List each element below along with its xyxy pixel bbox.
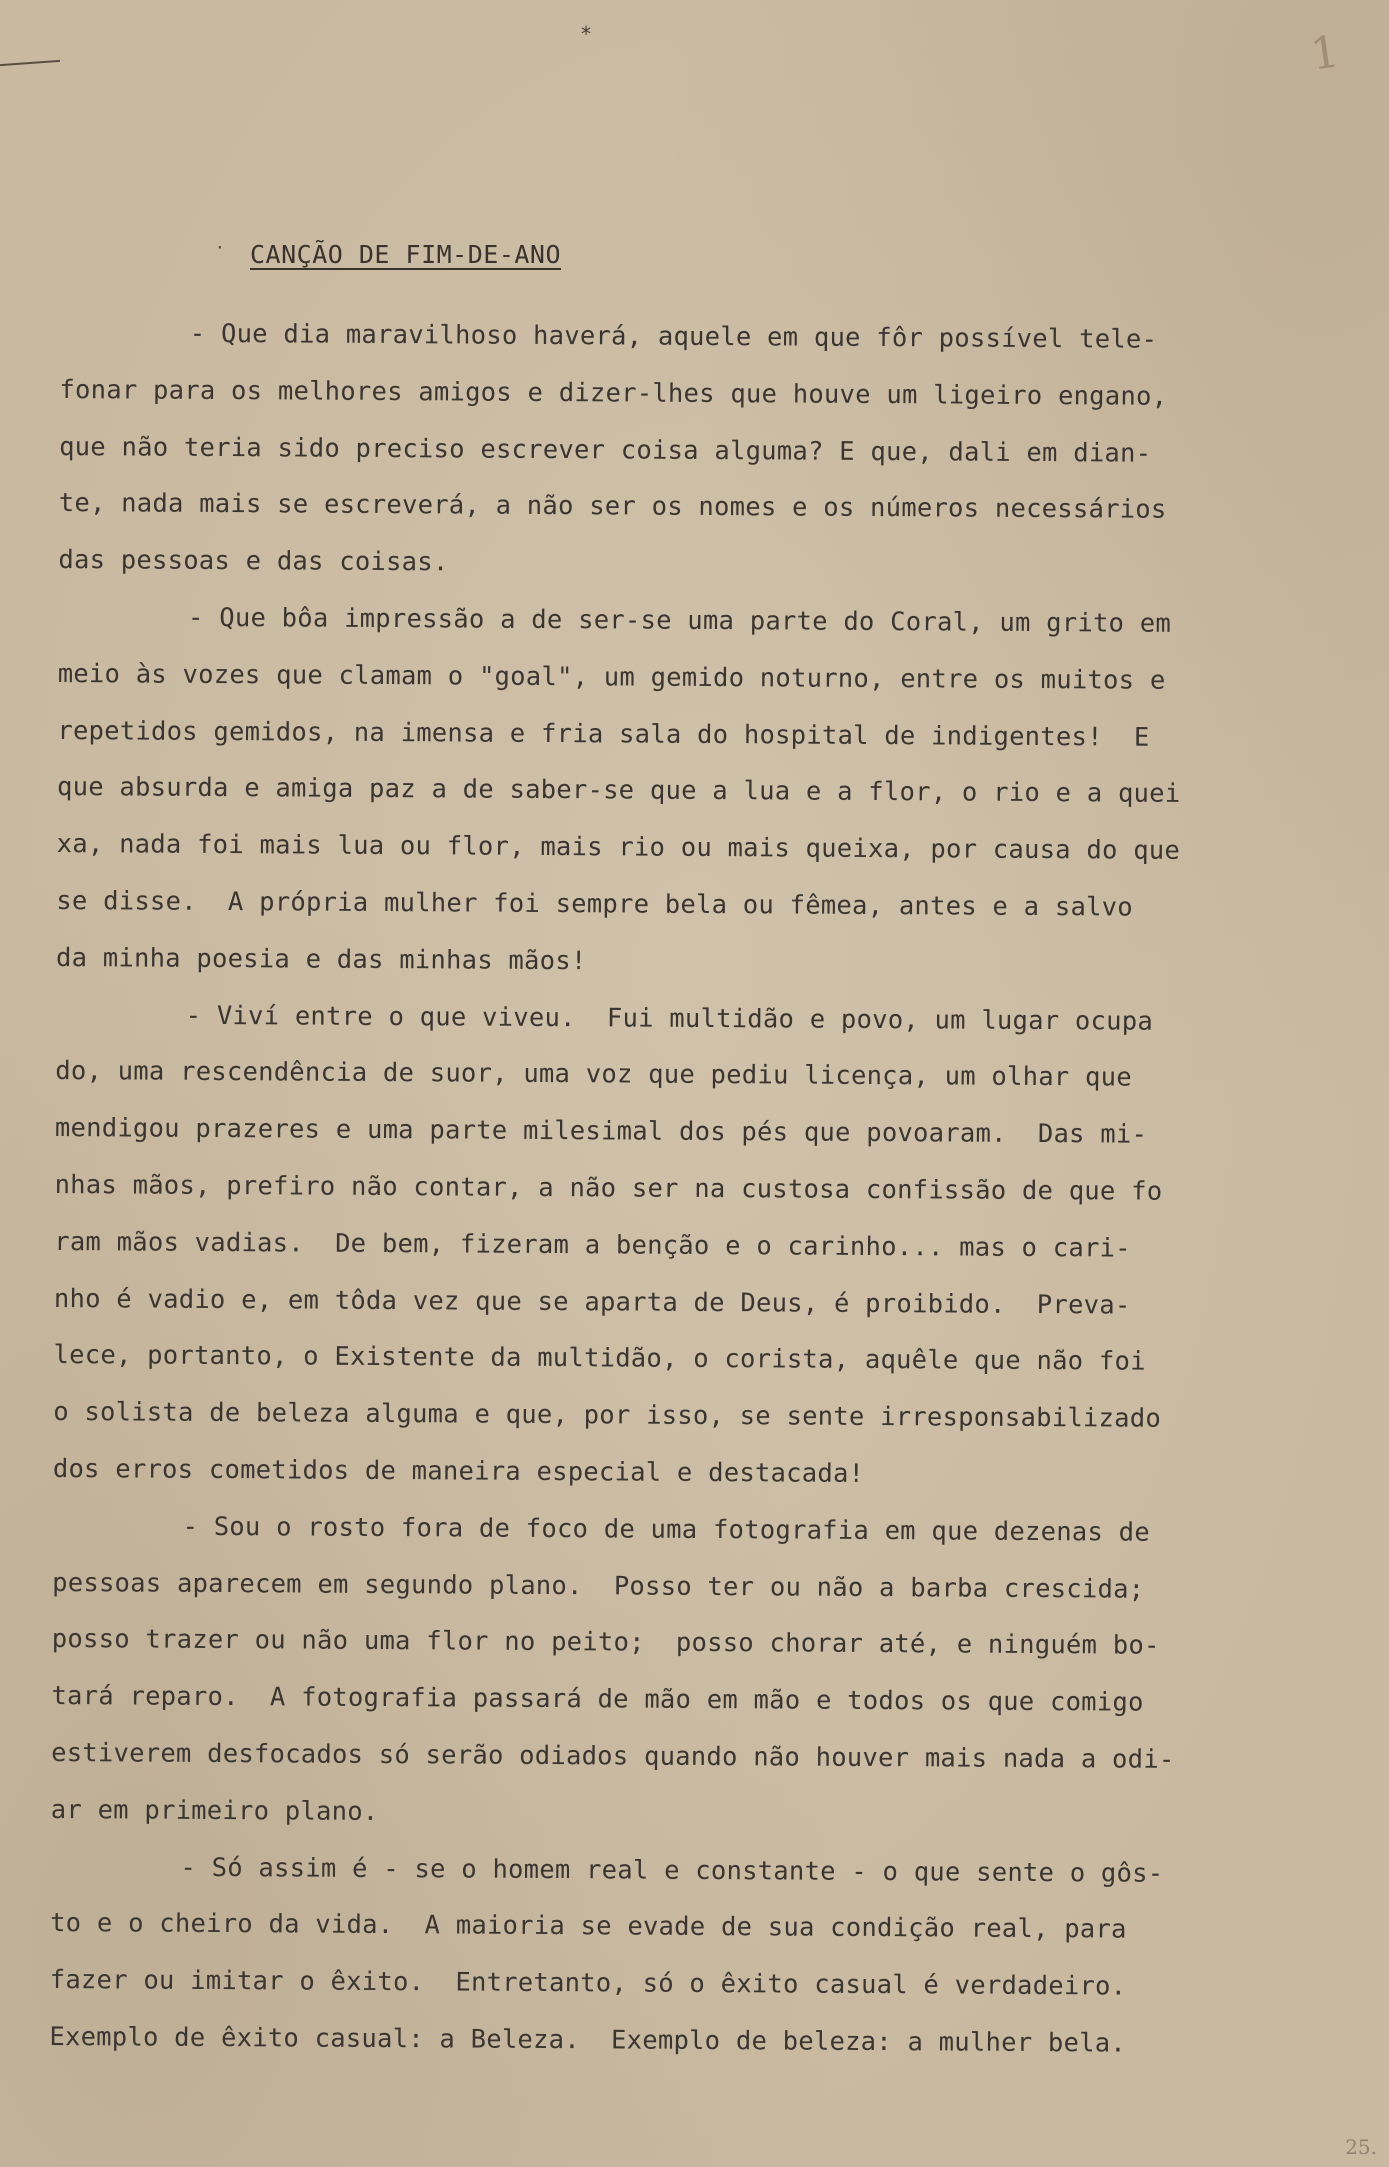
text-line: ram mãos vadias. De bem, fizeram a benção e o carinho... mas o cari-: [54, 1226, 1131, 1264]
text-line: - Sou o rosto fora de foco de uma fotografia em que dezenas de: [182, 1511, 1150, 1548]
margin-mark: [0, 60, 60, 66]
text-line: se disse. A própria mulher foi sempre bela ou fêmea, antes e a salvo: [56, 885, 1133, 923]
page-number-mark: 1: [1307, 26, 1343, 81]
text-line: que não teria sido preciso escrever coisa alguma? E que, dali em dian-: [59, 431, 1152, 469]
text-line: estiverem desfocados só serão odiados quando não houver mais nada a odi-: [51, 1737, 1175, 1775]
text-line: fazer ou imitar o êxito. Entretanto, só o êxito casual é verdadeiro.: [49, 1965, 1127, 2002]
text-line: mendigou prazeres e uma parte milesimal dos pés que povoaram. Das mi-: [54, 1113, 1148, 1150]
text-line: ar em primeiro plano.: [50, 1794, 379, 1827]
text-line: - Que bôa impressão a de ser-se uma parte do Coral, um grito em: [188, 602, 1172, 639]
body-text: [49, 305, 1340, 2073]
text-line: repetidos gemidos, na imensa e fria sala do hospital de indigentes! E: [57, 715, 1150, 753]
text-line: tará reparo. A fotografia passará de mão em mão e todos os que comigo: [51, 1681, 1144, 1718]
text-line: to e o cheiro da vida. A maioria se evade de sua condição real, para: [50, 1908, 1127, 1945]
text-line: - Que dia maravilhoso haverá, aquele em que fôr possível tele-: [189, 318, 1158, 355]
footer-mark: 25.: [1345, 2135, 1377, 2159]
paragraph: [49, 1838, 1330, 2073]
top-mark: *: [580, 22, 593, 46]
title-dot: ·: [215, 238, 225, 257]
text-line: do, uma rescendência de suor, uma voz que pediu licença, um olhar que: [55, 1056, 1132, 1093]
text-line: posso trazer ou não uma flor no peito; posso chorar até, e ninguém bo-: [51, 1624, 1160, 1662]
paragraph: [58, 305, 1340, 597]
text-line: - Viví entre o que viveu. Fui multidão e povo, um lugar ocupa: [185, 1000, 1154, 1037]
text-line: lece, portanto, o Existente da multidão, o corista, aquêle que não foi: [53, 1340, 1146, 1377]
paragraph: [56, 589, 1338, 994]
paragraph: [53, 987, 1336, 1506]
text-line: da minha poesia e das minhas mãos!: [55, 942, 587, 976]
text-line: meio às vozes que clamam o "goal", um gemido noturno, entre os muitos e: [57, 658, 1166, 696]
text-line: fonar para os melhores amigos e dizer-lhes que houve um ligeiro engano,: [59, 374, 1168, 412]
text-line: que absurda e amiga paz a de saber-se que a lua e a flor, o rio e a quei: [56, 772, 1181, 810]
text-line: das pessoas e das coisas.: [58, 545, 449, 578]
text-line: nho é vadio e, em tôda vez que se aparta de Deus, é proibido. Preva-: [53, 1283, 1131, 1321]
text-line: o solista de beleza alguma e que, por isso, se sente irresponsabilizado: [53, 1397, 1162, 1434]
text-line: dos erros cometidos de maneira especial e destacada!: [52, 1453, 865, 1489]
paragraph: [51, 1498, 1333, 1847]
text-line: xa, nada foi mais lua ou flor, mais rio ou mais queixa, por causa do que: [56, 829, 1181, 867]
text-line: - Só assim é - se o homem real e constante - o que sente o gôs-: [180, 1852, 1164, 1889]
text-line: pessoas aparecem em segundo plano. Posso ter ou não a barba crescida;: [52, 1567, 1145, 1605]
page-title: CANÇÃO DE FIM-DE-ANO: [250, 240, 562, 269]
text-line: nhas mãos, prefiro não contar, a não ser na custosa confissão de que fo: [54, 1169, 1163, 1207]
text-line: te, nada mais se escreverá, a não ser os nomes e os números necessários: [58, 488, 1167, 526]
text-line: Exemplo de êxito casual: a Beleza. Exemplo de beleza: a mulher bela.: [49, 2021, 1127, 2059]
